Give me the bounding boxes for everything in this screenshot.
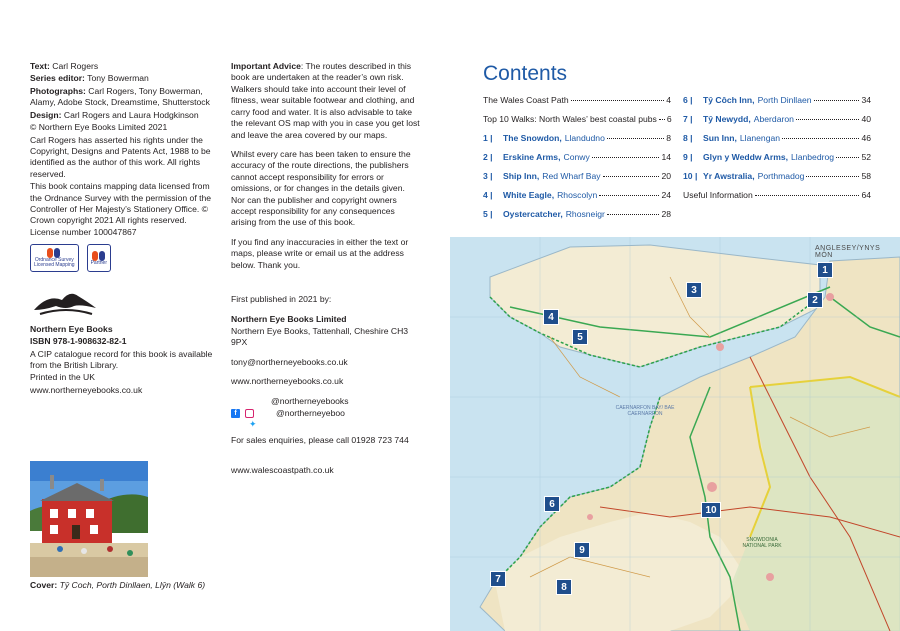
inaccuracies-note: If you find any inaccuracies in either the text or maps, please write or email us at the address below. Thank you. bbox=[231, 236, 409, 270]
toc-place: Red Wharf Bay bbox=[542, 171, 601, 181]
toc-pub-name: Yr Awstralia, bbox=[703, 171, 755, 181]
printed-in: Printed in the UK bbox=[30, 372, 95, 383]
toc-place: Llandudno bbox=[564, 133, 605, 143]
toc-place: Llanengan bbox=[739, 133, 781, 143]
cip-record: A CIP catalogue record for this book is available from the British Library. bbox=[30, 348, 213, 371]
toc-entry[interactable] bbox=[683, 133, 871, 152]
toc-place: Rhosneigr bbox=[565, 209, 605, 219]
toc-pub-name: Tŷ Newydd, bbox=[703, 114, 751, 124]
toc-leader-dots bbox=[592, 157, 660, 158]
toc-place: Llanbedrog bbox=[791, 152, 835, 162]
toc-page-number: 28 bbox=[661, 209, 671, 219]
licence-badges bbox=[30, 244, 218, 272]
toc-entry[interactable] bbox=[483, 209, 671, 228]
toc-pub-name: Oystercatcher, bbox=[503, 209, 563, 219]
social-handle-secondary[interactable]: @northerneyeboo bbox=[276, 408, 345, 419]
credits-column bbox=[30, 61, 218, 397]
map-label-anglesey: ANGLESEY/YNYS MÔN bbox=[815, 245, 881, 259]
toc-number: 4 | bbox=[483, 190, 493, 200]
toc-leader-dots bbox=[659, 119, 665, 120]
toc-page-number: 64 bbox=[861, 190, 871, 200]
walk-marker-2[interactable]: 2 bbox=[807, 292, 823, 308]
isbn: ISBN 978-1-908632-82-1 bbox=[30, 336, 127, 347]
first-published: First published in 2021 by: bbox=[231, 294, 332, 305]
twitter-row bbox=[231, 420, 421, 428]
toc-title: The Wales Coast Path bbox=[483, 95, 569, 105]
walk-marker-4[interactable]: 4 bbox=[543, 309, 559, 325]
toc-entry[interactable] bbox=[483, 133, 671, 152]
cover-photo bbox=[30, 461, 148, 577]
credit-text: Text: Carl Rogers bbox=[30, 61, 99, 71]
toc-left bbox=[483, 95, 671, 228]
instagram-icon[interactable] bbox=[245, 409, 254, 418]
walk-marker-10[interactable]: 10 bbox=[701, 502, 721, 518]
publisher-website: www.northerneyebooks.co.uk bbox=[30, 384, 143, 395]
toc-pub-name: Sun Inn, bbox=[703, 133, 737, 143]
os-brand: Ordnance Survey bbox=[34, 257, 74, 264]
toc-pub-name: The Snowdon, bbox=[503, 133, 562, 143]
cover-caption: Cover: Tŷ Coch, Porth Dinllaen, Llŷn (Walk 6) bbox=[30, 580, 206, 590]
advice-column bbox=[231, 61, 421, 477]
toc-page-number: 8 bbox=[666, 133, 671, 143]
copyright-line: © Northern Eye Books Limited 2021 bbox=[30, 122, 168, 133]
toc-number: 3 | bbox=[483, 171, 493, 181]
toc-leader-dots bbox=[603, 176, 660, 177]
toc-place: Porth Dinllaen bbox=[757, 95, 812, 105]
toc-number: 5 | bbox=[483, 209, 493, 219]
toc-pub-name: Glyn y Weddw Arms, bbox=[703, 152, 789, 162]
important-advice: Important Advice: The routes described in this book are undertaken at the reader’s own risk. Walkers should take into account their level of fitness, wear suitable footwear and clothing, and carry food and water. It is also advisable to take the relevant OS map with you in case you get lost and leave the area covered by our maps. bbox=[231, 61, 420, 140]
north-wales-map bbox=[450, 237, 900, 631]
toc-number: 8 | bbox=[683, 133, 693, 143]
toc-entry[interactable] bbox=[483, 114, 671, 133]
toc-entry[interactable] bbox=[683, 152, 871, 171]
toc-page-number: 58 bbox=[861, 171, 871, 181]
toc-leader-dots bbox=[599, 195, 659, 196]
toc-pub-name: White Eagle, bbox=[503, 190, 555, 200]
walk-marker-9[interactable]: 9 bbox=[574, 542, 590, 558]
coast-path-link[interactable]: www.walescoastpath.co.uk bbox=[231, 464, 334, 475]
credit-design: Design: Carl Rogers and Laura Hodgkinson bbox=[30, 109, 199, 120]
toc-page-number: 34 bbox=[861, 95, 871, 105]
toc-leader-dots bbox=[782, 138, 859, 139]
toc-page-number: 6 bbox=[666, 114, 672, 124]
map-label-snowdonia: SNOWDONIA NATIONAL PARK bbox=[742, 537, 782, 549]
toc-page-number: 52 bbox=[861, 152, 871, 162]
map-graphic bbox=[450, 237, 900, 631]
web-link[interactable]: www.northerneyebooks.co.uk bbox=[231, 376, 344, 387]
toc-number: 9 | bbox=[683, 152, 693, 162]
toc-entry[interactable] bbox=[683, 114, 871, 133]
toc-pub-name: Erskine Arms, bbox=[503, 152, 561, 162]
toc-page-number: 14 bbox=[661, 152, 671, 162]
toc-right bbox=[683, 95, 871, 209]
twitter-icon[interactable]: ✦ bbox=[249, 418, 257, 429]
company-address: Northern Eye Books, Tattenhall, Cheshire CH3 9PX bbox=[231, 326, 409, 348]
toc-leader-dots bbox=[607, 214, 660, 215]
toc-leader-dots bbox=[814, 100, 860, 101]
toc-number: 2 | bbox=[483, 152, 493, 162]
os-badge-label: Licensed Mapping bbox=[34, 262, 75, 269]
toc-page-number: 46 bbox=[861, 133, 871, 143]
toc-number: 1 | bbox=[483, 133, 493, 143]
toc-place: Rhoscolyn bbox=[557, 190, 598, 200]
toc-entry[interactable] bbox=[483, 190, 671, 209]
toc-entry[interactable] bbox=[483, 95, 671, 114]
toc-pub-name: Tŷ Côch Inn, bbox=[703, 95, 755, 105]
toc-pub-name: Ship Inn, bbox=[503, 171, 540, 181]
walk-marker-8[interactable]: 8 bbox=[556, 579, 572, 595]
toc-leader-dots bbox=[607, 138, 664, 139]
walk-marker-5[interactable]: 5 bbox=[572, 329, 588, 345]
toc-page-number: 4 bbox=[666, 95, 671, 105]
walk-marker-1[interactable]: 1 bbox=[817, 262, 833, 278]
company-name: Northern Eye Books Limited bbox=[231, 313, 347, 324]
toc-leader-dots bbox=[796, 119, 860, 120]
publisher-name: Northern Eye Books bbox=[30, 323, 113, 334]
toc-place: Conwy bbox=[563, 152, 590, 162]
email-link[interactable]: tony@northerneyebooks.co.uk bbox=[231, 356, 348, 367]
toc-place: Aberdaron bbox=[753, 114, 794, 124]
os-partner-badge bbox=[87, 244, 111, 272]
social-handle-primary[interactable]: @northerneyebooks bbox=[271, 395, 349, 406]
toc-number: 7 | bbox=[683, 114, 693, 124]
partner-badge-label: Partner bbox=[90, 259, 107, 266]
toc-place: Porthmadog bbox=[757, 171, 805, 181]
toc-entry[interactable] bbox=[683, 190, 871, 209]
os-licensed-mapping-badge bbox=[30, 244, 79, 272]
toc-title: Useful Information bbox=[683, 190, 753, 200]
os-licence: This book contains mapping data licensed from the Ordnance Survey with the permission of the Controller of Her Majesty’s Stationery Office. © Crown copyright 2021 All rights reserved. License number 100047867 bbox=[30, 181, 212, 237]
toc-page-number: 24 bbox=[661, 190, 671, 200]
toc-page-number: 40 bbox=[861, 114, 871, 124]
toc-entry[interactable] bbox=[683, 171, 871, 190]
social-row bbox=[231, 408, 421, 419]
credit-editor: Series editor: Tony Bowerman bbox=[30, 73, 149, 84]
contents-title: Contents bbox=[483, 62, 568, 85]
toc-leader-dots bbox=[836, 157, 859, 158]
walk-marker-3[interactable]: 3 bbox=[686, 282, 702, 298]
walk-marker-6[interactable]: 6 bbox=[544, 496, 560, 512]
sales-enquiries: For sales enquiries, please call 01928 723 744 bbox=[231, 434, 409, 445]
toc-number: 6 | bbox=[683, 95, 693, 105]
toc-entry[interactable] bbox=[483, 171, 671, 190]
disclaimer: Whilst every care has been taken to ensure the accuracy of the route directions, the publishers cannot accept responsibility for errors or omissions, or for changes in the details given. Nor can the publisher and copyright owners accept responsibility for any consequences arising from the use of this book. bbox=[231, 148, 411, 228]
credit-photos: Photographs: Carl Rogers, Tony Bowerman, Alamy, Adobe Stock, Dreamstime, Shutterstock bbox=[30, 85, 210, 108]
toc-title: Top 10 Walks: North Wales’ best coastal pubs bbox=[483, 114, 657, 124]
toc-entry[interactable] bbox=[483, 152, 671, 171]
northern-eye-logo-icon bbox=[30, 286, 100, 320]
author-assertion: Carl Rogers has asserted his rights under the Copyright, Designs and Patents Act, 1988 to be identified as the author of this work. All rights reserved. bbox=[30, 134, 211, 179]
toc-leader-dots bbox=[571, 100, 665, 101]
toc-page-number: 20 bbox=[661, 171, 671, 181]
walk-marker-7[interactable]: 7 bbox=[490, 571, 506, 587]
facebook-icon[interactable]: f bbox=[231, 409, 240, 418]
toc-leader-dots bbox=[806, 176, 859, 177]
toc-number: 10 | bbox=[683, 171, 698, 181]
toc-entry[interactable] bbox=[683, 95, 871, 114]
map-label-caernarfon-bay: CAERNARFON BAY/ BAE CAERNARFON bbox=[615, 405, 675, 417]
toc-leader-dots bbox=[755, 195, 860, 196]
